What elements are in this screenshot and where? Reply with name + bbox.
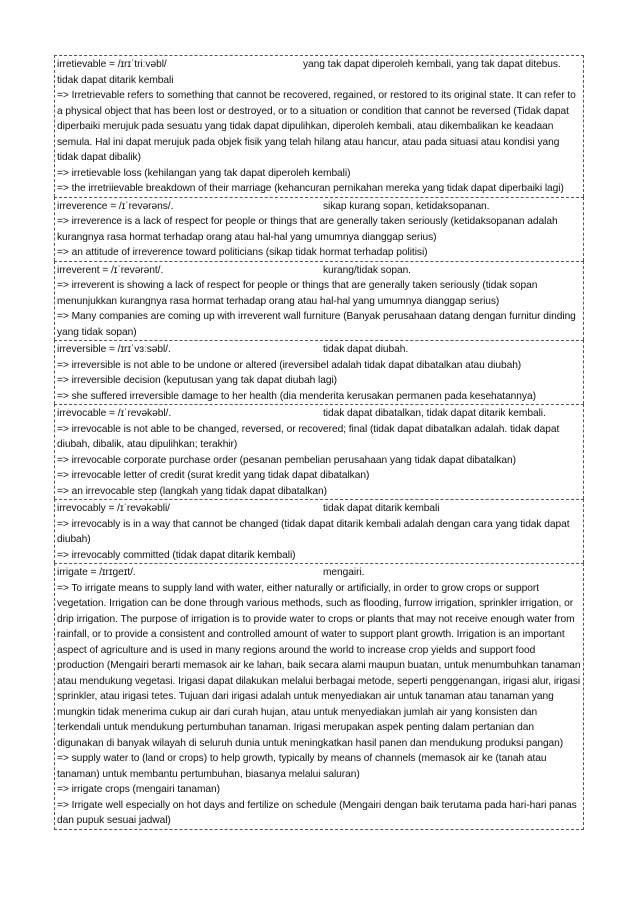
entry-example-line: => irreverent is showing a lack of respect for people or things that are generally taken seriously (tidak sopan menunjukkan kurangnya rasa hormat terhadap orang atau hal-hal yang umumnya dianggap serius): [57, 280, 538, 307]
entry-example-line: => she suffered irreversible damage to her health (dia menderita kerusakan permanen pada kesehatannya): [57, 390, 536, 402]
headword-meaning: kurang/tidak sopan.: [323, 264, 411, 276]
entry-example-line: => To irrigate means to supply land with water, either naturally or artificially, in order to grow crops or support vegetation. Irrigation can be done through various methods, such as flooding, furrow irrigation, sprinkler irrigation, or drip irrigation. The purpose of irrigation is to provide water to crops or plants that may not receive enough water from rainfall, or to provide a consistent and controlled amount of water to support plant growth. Irrigation is an important aspect of agriculture and is used in many regions around the world to increase crop yields and support food production (Mengairi berarti memasok air ke lahan, baik secara alami maupun buatan, untuk menumbuhkan tanaman atau mendukung vegetasi. Irigasi dapat dilakukan melalui berbagai metode, seperti penggenangan, irigasi alur, irigasi sprinkler, atau irigasi tetes. Tujuan dari irigasi adalah untuk menyediakan air untuk tanaman atau tanaman yang mungkin tidak menerima cukup air dari curah hujan, atau untuk menyediakan jumlah air yang konsisten dan terkendali untuk mendukung pertumbuhan tanaman. Irigasi merupakan aspek penting dalam pertanian dan digunakan di banyak wilayah di seluruh dunia untuk meningkatkan hasil panen dan mendukung produksi pangan): [57, 582, 581, 749]
entry-example-line: => irrevocably committed (tidak dapat ditarik kembali): [57, 549, 296, 561]
entry-example-line: => Many companies are coming up with irreverent wall furniture (Banyak perusahaan datang dengan furnitur dinding yang tidak sopan): [57, 311, 576, 338]
dictionary-entry: [54, 404, 584, 499]
document-body: [54, 55, 584, 830]
headword: irreversible = /ɪrɪˈvɜːsəbl/.: [57, 344, 171, 355]
entry-continuation: tidak dapat ditarik kembali: [57, 74, 174, 86]
entry-example-line: => irrevocably is in a way that cannot be changed (tidak dapat ditarik kembali adalah dengan cara yang tidak dapat diubah): [57, 518, 570, 545]
dictionary-entry: [54, 55, 584, 197]
entry-header: [57, 199, 581, 215]
entry-example-line: => irreversible decision (keputusan yang tak dapat diubah lagi): [57, 375, 338, 386]
headword: irretievable = /ɪrɪˈtriːvəbl/: [57, 59, 167, 70]
headword-meaning: sikap kurang sopan, ketidaksopanan.: [323, 200, 490, 212]
entry-example-line: => supply water to (land or crops) to help growth, typically by means of channels (memasok air ke (tanah atau tanaman) untuk membantu pertumbuhan, biasanya melalui saluran): [57, 753, 547, 780]
entry-example-line: => irrevocable is not able to be changed, reversed, or recovered; final (tidak dapat dibatalkan adalah. tidak dapat diubah, dibalik, atau dipulihkan; terakhir): [57, 423, 560, 450]
headword: irrevocably = /ɪˈrevəkəbli/: [57, 503, 170, 514]
entry-example-line: => Irrigate well especially on hot days and fertilize on schedule (Mengairi dengan baik terutama pada hari-hari panas dan pupuk sesuai jadwal): [57, 799, 577, 826]
dictionary-entry: [54, 340, 584, 404]
headword-meaning: tidak dapat diubah.: [323, 344, 409, 355]
entry-header: [57, 57, 581, 73]
headword-meaning: yang tak dapat diperoleh kembali, yang tak dapat ditebus.: [303, 59, 561, 70]
entry-example-line: => an attitude of irreverence toward politicians (sikap tidak hormat terhadap politisi): [57, 247, 428, 258]
headword: irreverence = /ɪˈrevərəns/.: [57, 200, 174, 212]
entry-example-line: => Irretrievable refers to something that cannot be recovered, regained, or restored to its original state. It can refer to a physical object that has been lost or destroyed, or to a situation or condition that cannot be reversed (Tidak dapat diperbaiki merujuk pada sesuatu yang tidak dapat dipulihkan, diperoleh kembali, atau dikembalikan ke keadaan semula. Hal ini dapat merujuk pada objek fisik yang telah hilang atau hancur, atau pada situasi atau kondisi yang tidak dapat dibalik): [57, 90, 576, 163]
dictionary-entry: [54, 563, 584, 830]
dictionary-entry: [54, 499, 584, 563]
entry-example-line: => the irretriievable breakdown of their marriage (kehancuran pernikahan mereka yang tidak dapat diperbaiki lagi): [57, 183, 564, 194]
entry-example-line: => irrigate crops (mengairi tanaman): [57, 784, 220, 795]
entry-example-line: => an irrevocable step (langkah yang tidak dapat dibatalkan): [57, 485, 327, 497]
entry-header: [57, 406, 581, 422]
headword-meaning: mengairi.: [323, 567, 365, 578]
entry-example-line: => irretievable loss (kehilangan yang tak dapat diperoleh kembali): [57, 167, 351, 179]
entry-example-line: => irreverence is a lack of respect for people or things that are generally taken seriously (ketidaksopanan adalah kurangnya rasa hormat terhadap orang atau hal-hal yang umumnya dianggap serius): [57, 216, 558, 243]
entry-header: [57, 565, 581, 581]
headword: irreverent = /ɪˈrevərənt/.: [57, 264, 164, 276]
headword-meaning: tidak dapat dibatalkan, tidak dapat ditarik kembali.: [323, 408, 546, 419]
headword: irrevocable = /ɪˈrevəkəbl/.: [57, 408, 172, 419]
entry-header: [57, 342, 581, 358]
entry-example-line: => irrevocable letter of credit (surat kredit yang tidak dapat dibatalkan): [57, 470, 370, 481]
entry-header: [57, 263, 581, 279]
headword: irrigate = /ɪrɪɡeɪt/.: [57, 567, 136, 578]
dictionary-entry: [54, 261, 584, 341]
dictionary-entry: [54, 197, 584, 261]
entry-example-line: => irrevocable corporate purchase order (pesanan pembelian perusahaan yang tidak dapat dibatalkan): [57, 454, 516, 466]
entry-header: [57, 501, 581, 517]
entry-example-line: => irreversible is not able to be undone or altered (ireversibel adalah tidak dapat dibatalkan atau diubah): [57, 359, 522, 371]
headword-meaning: tidak dapat ditarik kembali: [323, 503, 440, 514]
